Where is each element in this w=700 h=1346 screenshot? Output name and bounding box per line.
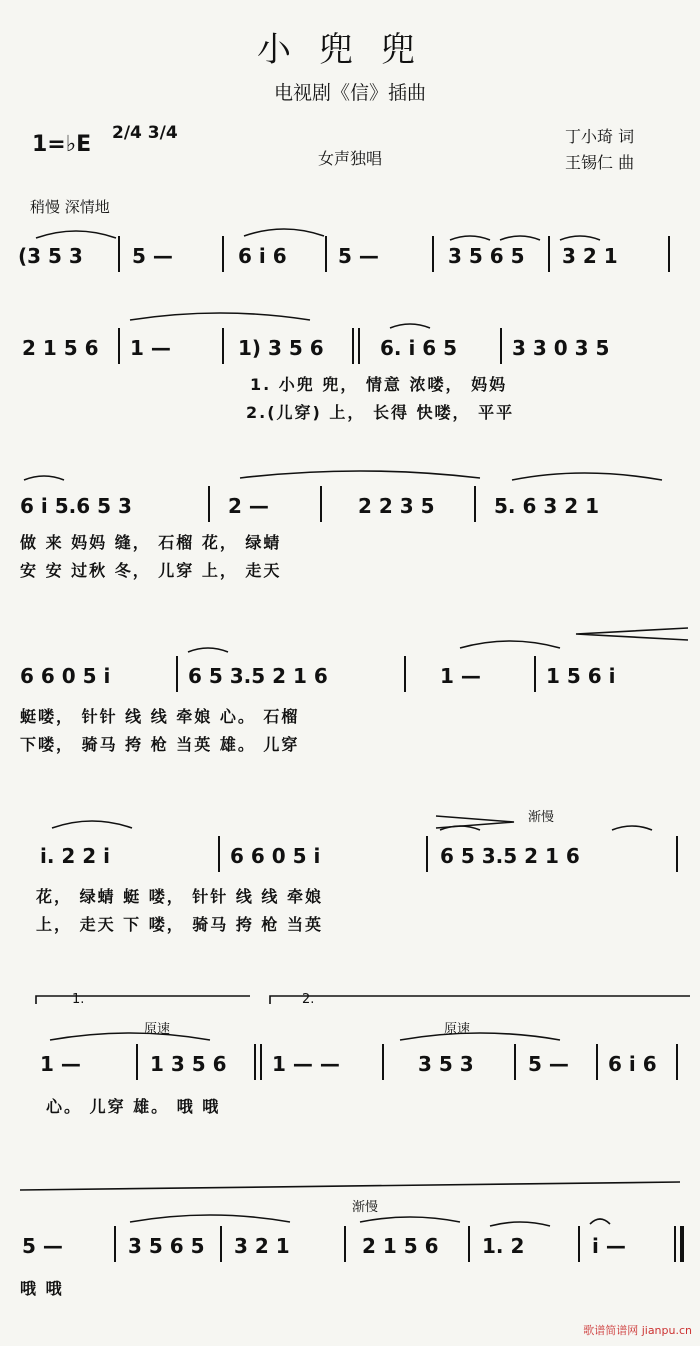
slur <box>360 1217 460 1222</box>
watermark: 歌谱简谱网 jianpu.cn <box>583 1324 692 1337</box>
lyrics-verse-2: 2.(儿穿) 上， 长得 快喽， 平平 <box>246 403 515 422</box>
ending-bracket <box>36 996 250 1004</box>
measure-note: 2 2 3 5 <box>358 494 435 518</box>
tempo-resume-mark: 原速 <box>144 1022 171 1037</box>
lyrics-verse-2: 上， 走天 下 喽， 骑马 挎 枪 当英 <box>36 915 323 934</box>
lyrics-verse-2: 下喽， 骑马 挎 枪 当英 雄。 儿穿 <box>20 735 300 754</box>
ending-2-label: 2. <box>302 992 315 1007</box>
slur <box>560 236 600 240</box>
measure-note: 1 — <box>130 336 171 360</box>
fermata <box>590 1219 610 1224</box>
measure-note: 6 5 3.5 2 1 6 <box>440 844 580 868</box>
slur <box>24 476 64 480</box>
slur <box>500 236 540 240</box>
slur <box>36 231 116 238</box>
measure-note: 1 5 6 i <box>546 664 616 688</box>
slur <box>244 229 324 236</box>
slur <box>390 324 430 328</box>
lyrics-verse-1: 1. 小兜 兜， 情意 浓喽， 妈妈 <box>250 375 508 394</box>
slur <box>52 821 132 828</box>
measure-note: 5. 6 3 2 1 <box>494 494 600 518</box>
measure-note: i. 2 2 i <box>40 844 111 868</box>
measure-note: 1 — <box>40 1052 81 1076</box>
song-subtitle: 电视剧《信》插曲 <box>273 82 426 104</box>
time-signature: 2/4 3/4 <box>112 123 178 143</box>
slur <box>130 1215 290 1222</box>
slur <box>450 236 490 240</box>
measure-note: 6. i 6 5 <box>380 336 458 360</box>
lyrics-verse-2: 安 安 过秋 冬， 儿穿 上， 走天 <box>20 561 282 580</box>
slur <box>400 1033 560 1040</box>
key-signature: 1=♭E <box>32 132 92 157</box>
lyrics-verse-1: 做 来 妈妈 缝， 石榴 花， 绿蜻 <box>20 533 282 552</box>
phrase-line <box>20 1182 680 1190</box>
measure-note: 6 i 6 <box>608 1052 657 1076</box>
lyricist-credit: 丁小琦 词 <box>565 127 635 146</box>
ending-1-label: 1. <box>72 992 85 1007</box>
tempo-slowdown-mark: 渐慢 <box>352 1200 379 1215</box>
measure-note: 3 2 1 <box>562 244 618 268</box>
composer-credit: 王锡仁 曲 <box>565 153 635 172</box>
measure-note: 3 2 1 <box>234 1234 290 1258</box>
measure-note: 1 3 5 6 <box>150 1052 227 1076</box>
measure-note: 6 i 6 <box>238 244 287 268</box>
measure-note: 5 — <box>338 244 379 268</box>
measure-note: 1) 3 5 6 <box>238 336 324 360</box>
ending-bracket <box>270 996 690 1004</box>
slur <box>460 641 560 648</box>
tempo-slowdown-mark: 渐慢 <box>528 810 555 825</box>
measure-note: 6 5 3.5 2 1 6 <box>188 664 328 688</box>
slur <box>130 313 310 320</box>
slur <box>188 648 228 652</box>
diminuendo-hairpin <box>576 628 688 640</box>
measure-note: 3 5 3 <box>418 1052 474 1076</box>
measure-note: 6 i 5.6 5 3 <box>20 494 132 518</box>
lyrics-verse-1: 花， 绿蜻 蜓 喽， 针针 线 线 牵娘 <box>36 887 323 906</box>
lyrics-verse-1: 心。 儿穿 雄。 哦 哦 <box>46 1097 221 1116</box>
measure-note: 5 — <box>22 1234 63 1258</box>
lyrics-verse-1: 蜓喽， 针针 线 线 牵娘 心。 石榴 <box>20 707 300 726</box>
voice-type: 女声独唱 <box>318 149 383 168</box>
measure-note: 3 5 6 5 <box>448 244 525 268</box>
measure-note: 1. 2 <box>482 1234 525 1258</box>
measure-note: 2 1 5 6 <box>362 1234 439 1258</box>
song-title: 小兜兜 <box>257 30 443 70</box>
measure-note: 5 — <box>132 244 173 268</box>
measure-note: 6 6 0 5 i <box>20 664 111 688</box>
measure-note: 1 — — <box>272 1052 340 1076</box>
crescendo-hairpin <box>436 816 514 828</box>
slur <box>512 473 662 480</box>
tempo-resume-mark: 原速 <box>444 1022 471 1037</box>
slur <box>50 1033 210 1040</box>
measure-note: 3 5 6 5 <box>128 1234 205 1258</box>
measure-note: 6 6 0 5 i <box>230 844 321 868</box>
slur <box>612 826 652 830</box>
measure-note: 2 1 5 6 <box>22 336 99 360</box>
measure-note: 3 3 0 3 5 <box>512 336 610 360</box>
slur <box>490 1222 550 1226</box>
lyrics-verse-1: 哦 哦 <box>20 1279 64 1298</box>
slur <box>240 471 480 478</box>
measure-note: 2 — <box>228 494 269 518</box>
measure-note: 5 — <box>528 1052 569 1076</box>
measure-note: (3 5 3 <box>18 244 83 268</box>
measure-note: 1 — <box>440 664 481 688</box>
tempo-marking: 稍慢 深情地 <box>30 198 110 216</box>
measure-note: i — <box>592 1234 626 1258</box>
